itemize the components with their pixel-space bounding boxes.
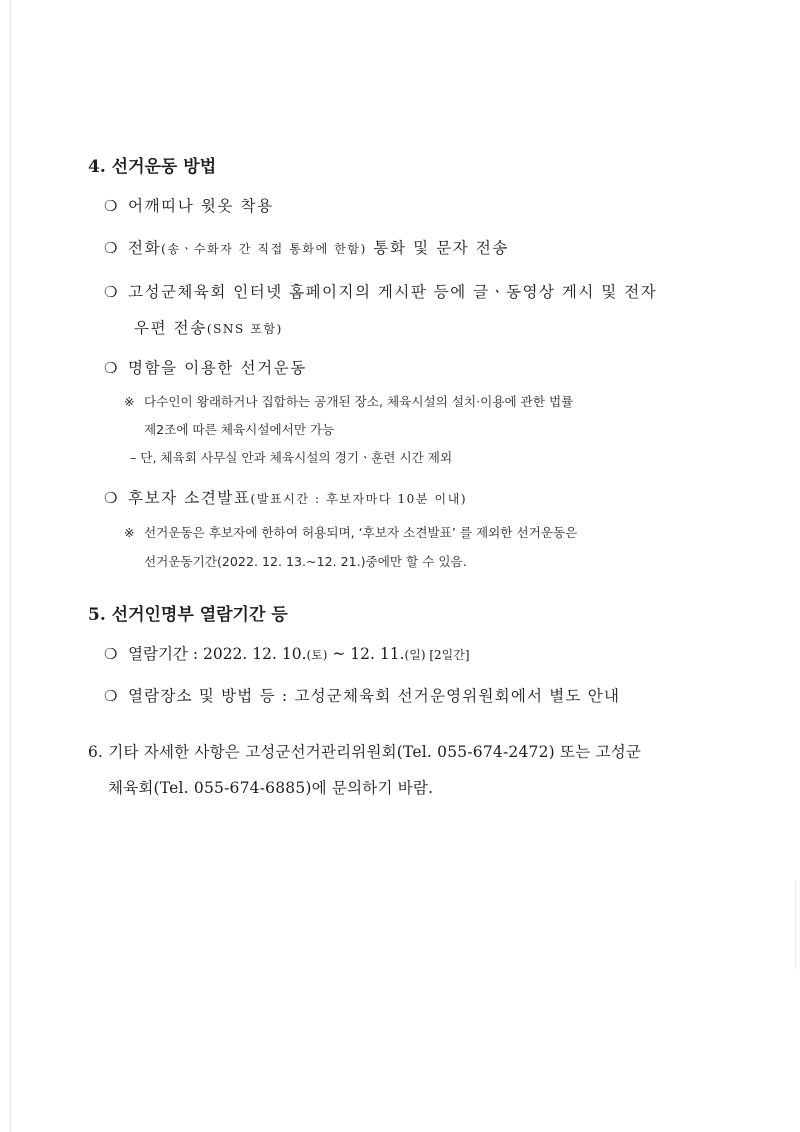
section-4-item-2 bbox=[104, 236, 509, 258]
section-4-item-4-note-line-2: 제2조에 따른 체육시설에서만 가능 bbox=[144, 422, 335, 437]
section-4-title: 4. 선거운동 방법 bbox=[88, 157, 217, 177]
section-4-item-1 bbox=[104, 194, 274, 216]
item-text: 열람장소 및 방법 등 : 고성군체육회 선거운영위원회에서 별도 안내 bbox=[128, 687, 621, 705]
item-text: 후보자 소견발표 bbox=[128, 489, 251, 507]
item-text: 명함을 이용한 선거운동 bbox=[128, 359, 307, 377]
reference-mark-icon: ※ bbox=[124, 525, 135, 540]
section-4-item-4-note-line-3: – 단, 체육회 사무실 안과 체육시설의 경기ㆍ훈련 시간 제외 bbox=[130, 450, 453, 465]
item-text: 고성군체육회 인터넷 홈페이지의 게시판 등에 글ㆍ동영상 게시 및 전자 bbox=[128, 283, 658, 301]
circle-bullet-icon: ❍ bbox=[104, 283, 119, 301]
duration: [2일간] bbox=[425, 648, 470, 662]
item-text: 우편 전송 bbox=[134, 319, 207, 337]
circle-bullet-icon: ❍ bbox=[104, 197, 120, 215]
circle-bullet-icon: ❍ bbox=[104, 645, 118, 663]
circle-bullet-icon: ❍ bbox=[104, 239, 120, 257]
circle-bullet-icon: ❍ bbox=[104, 687, 119, 705]
note-text: 선거운동은 후보자에 한하여 허용되며, ‘후보자 소견발표’ 를 제외한 선거운동은 bbox=[144, 525, 578, 540]
note-text: 다수인이 왕래하거나 집합하는 공개된 장소, 체육시설의 설치·이용에 관한 법률 bbox=[144, 394, 574, 409]
item-text-rest: 통화 및 문자 전송 bbox=[366, 239, 509, 257]
section-4-item-5 bbox=[104, 486, 467, 508]
section-5-title: 5. 선거인명부 열람기간 등 bbox=[88, 605, 288, 625]
item-text: 열람기간 : 2022. 12. 10. bbox=[128, 645, 307, 663]
section-4-item-5-note-line-2: 선거운동기간(2022. 12. 13.~12. 21.)중에만 할 수 있음. bbox=[144, 554, 467, 569]
section-4-item-5-note-line-1 bbox=[124, 522, 577, 541]
scan-edge-right bbox=[795, 880, 796, 970]
section-4-item-4 bbox=[104, 356, 307, 378]
weekday-sat: (토) bbox=[306, 648, 328, 662]
circle-bullet-icon: ❍ bbox=[104, 489, 120, 507]
section-4-item-3-line-1 bbox=[104, 280, 657, 302]
section-5-item-1 bbox=[104, 642, 470, 664]
section-6-line-1: 6. 기타 자세한 사항은 고성군선거관리위원회(Tel. 055-674-2472) 또는 고성군 bbox=[88, 743, 642, 761]
scan-edge-left bbox=[10, 0, 11, 1132]
item-text: 전화 bbox=[128, 239, 162, 257]
item-paren: (SNS 포함) bbox=[206, 322, 283, 336]
item-paren: (발표시간 : 후보자마다 10분 이내) bbox=[250, 492, 468, 506]
item-paren: (송ㆍ수화자 간 직접 통화에 한함) bbox=[161, 242, 367, 256]
section-5-item-2 bbox=[104, 684, 620, 706]
circle-bullet-icon: ❍ bbox=[104, 359, 120, 377]
section-6-line-2: 체육회(Tel. 055-674-6885)에 문의하기 바람. bbox=[108, 779, 434, 797]
section-4-item-3-line-2 bbox=[134, 316, 283, 338]
section-4-item-4-note-line-1 bbox=[124, 391, 573, 410]
item-text-2: ~ 12. 11. bbox=[327, 645, 405, 663]
item-text: 어깨띠나 윗옷 착용 bbox=[128, 197, 274, 215]
weekday-sun: (일) bbox=[404, 648, 426, 662]
reference-mark-icon: ※ bbox=[124, 394, 135, 409]
